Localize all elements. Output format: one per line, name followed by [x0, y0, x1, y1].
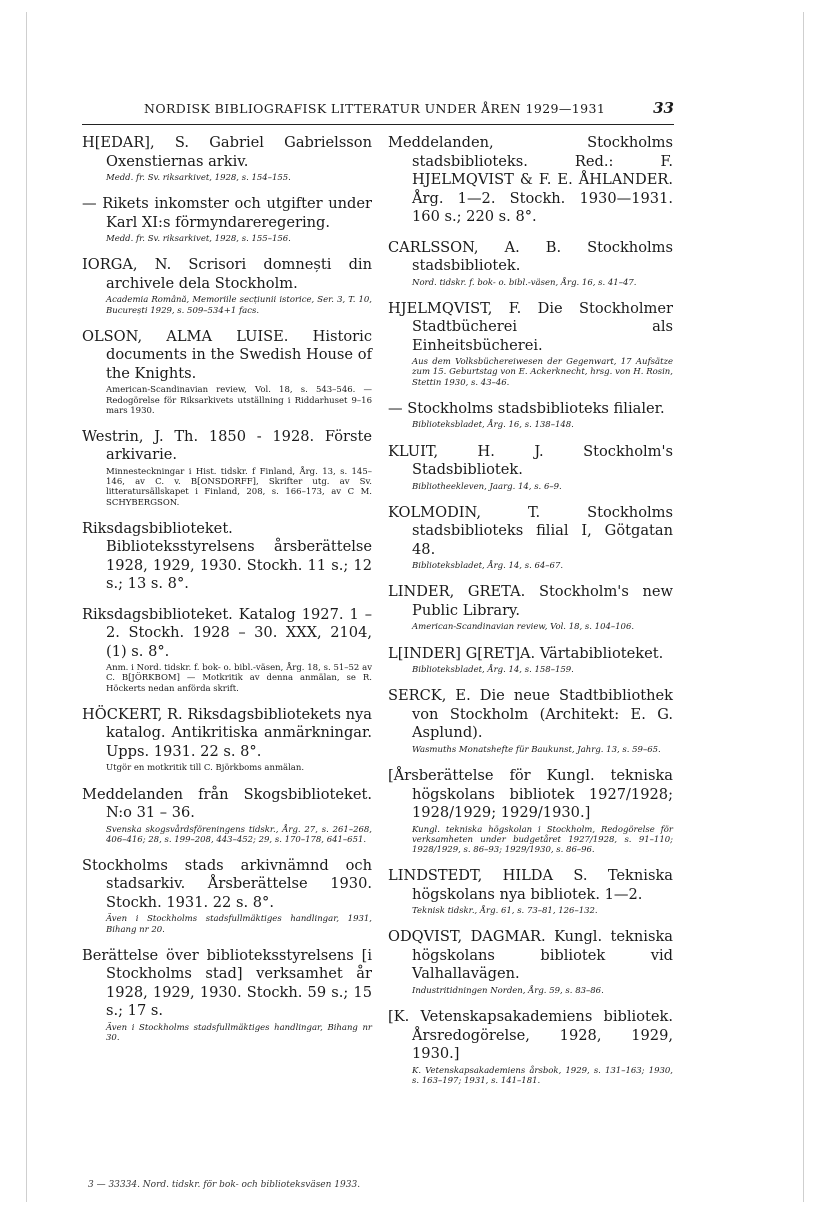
- entry-source: K. Vetenskapsakademiens årsbok, 1929, s. 131–163; 1930, s. 163–197; 1931, s. 141–181.: [412, 1065, 673, 1086]
- entry-source: American-Scandinavian review, Vol. 18, s. 543–546. — Redogörelse för Riksarkivets utställning i Riddarhuset 9–16 mars 1930.: [106, 385, 372, 416]
- entry-title: KLUIT, H. J. Stockholm's Stadsbibliotek.: [388, 442, 673, 479]
- entry-source: Nord. tidskr. f. bok- o. bibl.-väsen, Årg. 16, s. 41–47.: [412, 277, 637, 288]
- bibliography-entry: [388, 443, 673, 492]
- entry-source: Även i Stockholms stadsfullmäktiges handlingar, Bihang nr 30.: [106, 1022, 372, 1044]
- entry-title: Riksdagsbiblioteket. Biblioteksstyrelsens årsberättelse 1928, 1929, 1930. Stockh. 11 s.; 12 s.; 13 s. 8°.: [82, 519, 372, 593]
- entry-title: IORGA, N. Scrisori domnești din archivele dela Stockholm.: [82, 256, 372, 292]
- entry-source: Teknisk tidskr., Årg. 61, s. 73–81, 126–132.: [412, 906, 598, 917]
- entry-title: LINDSTEDT, HILDA S. Tekniska högskolans nya bibliotek. 1—2.: [388, 867, 673, 903]
- entry-title: Riksdagsbiblioteket. Katalog 1927. 1 – 2. Stockh. 1928 – 30. XXX, 2104, (1) s. 8°.: [82, 605, 372, 660]
- left-column: [82, 134, 372, 1055]
- entry-source: Bibliotheekleven, Jaarg. 14, s. 6–9.: [412, 481, 562, 492]
- entry-title: — Stockholms stadsbiblioteks filialer.: [388, 399, 665, 417]
- entry-title: LINDER, GRETA. Stockholm's new Public Library.: [388, 583, 673, 619]
- bibliography-entry: [82, 786, 372, 845]
- bibliography-entry: [82, 520, 372, 594]
- entry-source: Biblioteksbladet, Årg. 16, s. 138–148.: [412, 420, 574, 431]
- page-footer: 3 — 33334. Nord. tidskr. för bok- och biblioteksväsen 1933.: [88, 1180, 361, 1190]
- header-title: NORDISK BIBLIOGRAFISK LITTERATUR UNDER ÅREN 1929—1931: [144, 101, 606, 116]
- entry-source: Utgör en motkritik till C. Björkboms anmälan.: [106, 763, 305, 774]
- entry-source: Kungl. tekniska högskolan i Stockholm, Redogörelse för verksamheten under budgetåret 1927/1928, s. 91–110; 1928/1929, s. 86–93; 1929/1930, s. 86–96.: [412, 824, 673, 855]
- bibliography-entry: [388, 1008, 673, 1086]
- entry-source: Svenska skogsvårdsföreningens tidskr., Årg. 27, s. 261–268, 406–416; 28, s. 199–208, 443–452; 29, s. 170–178, 641–651.: [106, 824, 372, 845]
- entry-title: Westrin, J. Th. 1850 - 1928. Förste arkivarie.: [82, 427, 372, 464]
- entry-title: HÖCKERT, R. Riksdagsbibliotekets nya katalog. Antikritiska anmärkningar. Upps. 1931. 22 s. 8°.: [82, 705, 372, 760]
- entry-title: Stockholms stads arkivnämnd och stadsarkiv. Årsberättelse 1930. Stockh. 1931. 22 s. 8°.: [82, 856, 372, 911]
- bibliography-entry: [82, 947, 372, 1043]
- bibliography-entry: [82, 134, 372, 183]
- page-number: 33: [653, 99, 674, 117]
- bibliography-entry: [388, 645, 673, 676]
- entry-title: OLSON, ALMA LUISE. Historic documents in the Swedish House of the Knights.: [82, 327, 372, 382]
- entry-source: Även i Stockholms stadsfullmäktiges handlingar, 1931, Bihang nr 20.: [106, 914, 372, 935]
- entry-source: Minnesteckningar i Hist. tidskr. f Finland, Årg. 13, s. 145–146, av C. v. B[ONSDORFF], Skrifter utg. av Sv. litteratursällskapet i Finland, 208, s. 166–173, av C M. SCHYBERGSON.: [106, 466, 372, 508]
- entry-source: Academia Română, Memoriile secțiunii istorice, Ser. 3, T. 10, București 1929, s. 509–534+1 facs.: [106, 295, 372, 316]
- entry-title: [K. Vetenskapsakademiens bibliotek. Årsredogörelse, 1928, 1929, 1930.]: [388, 1008, 673, 1063]
- bibliography-entry: [82, 606, 372, 694]
- entry-title: — Rikets inkomster och utgifter under Karl XI:s förmyndareregering.: [82, 195, 372, 231]
- bibliography-entry: [82, 195, 372, 244]
- bibliography-entry: [82, 428, 372, 508]
- entry-title: L[INDER] G[RET]A. Värtabiblioteket.: [388, 644, 664, 662]
- entry-title: SERCK, E. Die neue Stadtbibliothek von Stockholm (Architekt: E. G. Asplund).: [388, 687, 673, 742]
- bibliography-entry: [82, 328, 372, 416]
- bibliography-entry: [388, 687, 673, 755]
- entry-source: Industritidningen Norden, Årg. 59, s. 83–86.: [412, 985, 604, 996]
- entry-title: HJELMQVIST, F. Die Stockholmer Stadtbücherei als Einheitsbücherei.: [388, 299, 673, 354]
- entry-title: Meddelanden från Skogsbiblioteket. N:o 31 – 36.: [82, 785, 372, 822]
- entry-title: [Årsberättelse för Kungl. tekniska högskolans bibliotek 1927/1928; 1928/1929; 1929/1930.]: [388, 767, 673, 822]
- entry-title: ODQVIST, DAGMAR. Kungl. tekniska högskolans bibliotek vid Valhallavägen.: [388, 928, 673, 983]
- entry-title: Meddelanden, Stockholms stadsbiblioteks. Red.: F. HJELMQVIST & F. E. ÅHLANDER. Årg. 1—2. Stockh. 1930—1931. 160 s.; 220 s. 8°.: [388, 134, 673, 225]
- bibliography-entry: [388, 400, 673, 431]
- bibliography-entry: [388, 134, 673, 227]
- bibliography-entry: [388, 504, 673, 572]
- bibliography-entry: [82, 857, 372, 935]
- bibliography-entry: [388, 867, 673, 916]
- bibliography-entry: [388, 583, 673, 632]
- entry-source: Medd. fr. Sv. riksarkivet, 1928, s. 155–156.: [106, 234, 291, 245]
- entry-source: Biblioteksbladet, Årg. 14, s. 158–159.: [412, 665, 574, 676]
- entry-source: Biblioteksbladet, Årg. 14, s. 64–67.: [412, 561, 564, 572]
- entry-title: H[EDAR], S. Gabriel Gabrielsson Oxenstiernas arkiv.: [82, 134, 372, 170]
- entry-title: KOLMODIN, T. Stockholms stadsbiblioteks filial I, Götgatan 48.: [388, 503, 673, 558]
- entry-source: Aus dem Volksbüchereiwesen der Gegenwart, 17 Aufsätze zum 15. Geburtstag von E. Ackerknecht, hrsg. von H. Rosin, Stettin 1930, s. 43–46.: [412, 357, 673, 388]
- bibliography-entry: [388, 300, 673, 388]
- bibliography-entry: [82, 256, 372, 315]
- bibliography-entry: [388, 767, 673, 855]
- bibliography-entry: [388, 239, 673, 288]
- entry-source: Anm. i Nord. tidskr. f. bok- o. bibl.-väsen, Årg. 18, s. 51–52 av C. B[JÖRKBOM] — Motkritik av denna anmälan, se R. Höckerts nedan anförda skrift.: [106, 663, 372, 694]
- entry-source: Wasmuths Monatshefte für Baukunst, Jahrg. 13, s. 59–65.: [412, 744, 661, 755]
- entry-source: American-Scandinavian review, Vol. 18, s. 104–106.: [412, 622, 635, 633]
- running-header: [82, 100, 674, 125]
- right-column: [388, 134, 673, 1098]
- bibliography-entry: [82, 706, 372, 774]
- entry-title: Berättelse över biblioteksstyrelsens [i Stockholms stad] verksamhet år 1928, 1929, 1930. Stockh. 59 s.; 15 s.; 17 s.: [82, 946, 372, 1020]
- entry-source: Medd. fr. Sv. riksarkivet, 1928, s. 154–155.: [106, 173, 291, 183]
- entry-title: CARLSSON, A. B. Stockholms stadsbibliotek.: [388, 238, 673, 274]
- bibliography-entry: [388, 928, 673, 996]
